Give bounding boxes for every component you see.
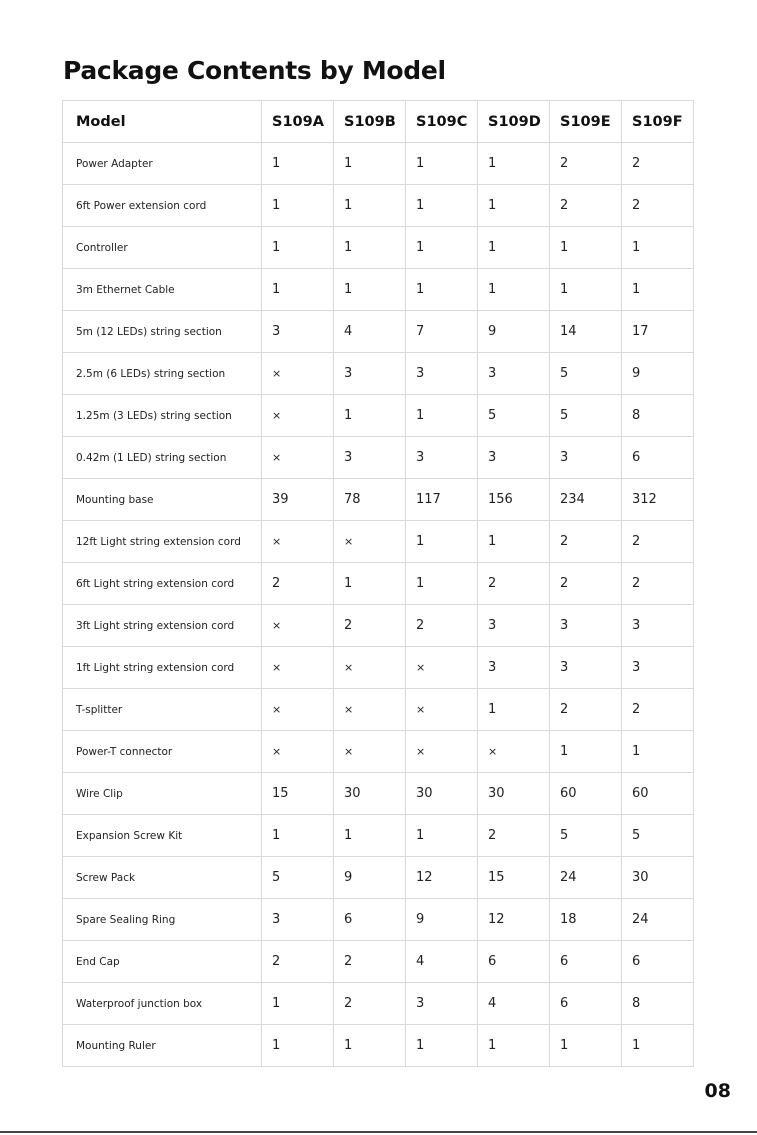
quantity-cell: 2 [262,941,334,983]
header-model-name: S109A [262,101,334,143]
quantity-cell: 5 [478,395,550,437]
quantity-cell: 30 [622,857,694,899]
table-row [63,857,694,899]
quantity-cell: 3 [478,605,550,647]
quantity-cell: 2 [478,815,550,857]
quantity-cell: 60 [550,773,622,815]
item-name-cell: 12ft Light string extension cord [63,521,262,563]
package-contents-table [62,100,694,1067]
quantity-cell: × [406,731,478,773]
quantity-cell: 2 [550,689,622,731]
item-name-cell: 6ft Power extension cord [63,185,262,227]
quantity-cell: 3 [622,605,694,647]
item-name-cell: Controller [63,227,262,269]
header-row [63,101,694,143]
quantity-cell: 2 [550,521,622,563]
item-name-cell: End Cap [63,941,262,983]
header-model-name: S109F [622,101,694,143]
item-name-cell: Mounting Ruler [63,1025,262,1067]
page-number: 08 [704,1080,731,1102]
quantity-cell: × [406,647,478,689]
quantity-cell: 117 [406,479,478,521]
quantity-cell: 3 [478,437,550,479]
quantity-cell: × [262,689,334,731]
quantity-cell: 3 [478,353,550,395]
quantity-cell: 1 [406,227,478,269]
quantity-cell: 9 [406,899,478,941]
quantity-cell: 1 [406,269,478,311]
quantity-cell: 1 [478,227,550,269]
quantity-cell: 3 [334,353,406,395]
quantity-cell: 2 [262,563,334,605]
quantity-cell: 3 [550,647,622,689]
quantity-cell: 3 [478,647,550,689]
quantity-cell: 1 [334,563,406,605]
table-row [63,689,694,731]
quantity-cell: 1 [622,227,694,269]
quantity-cell: 1 [478,1025,550,1067]
quantity-cell: 6 [622,437,694,479]
quantity-cell: × [262,353,334,395]
quantity-cell: 12 [406,857,478,899]
quantity-cell: 30 [334,773,406,815]
item-name-cell: Power Adapter [63,143,262,185]
quantity-cell: 2 [334,941,406,983]
quantity-cell: 1 [406,521,478,563]
item-name-cell: 5m (12 LEDs) string section [63,311,262,353]
quantity-cell: 1 [622,269,694,311]
quantity-cell: × [334,689,406,731]
quantity-cell: 1 [262,1025,334,1067]
quantity-cell: 39 [262,479,334,521]
quantity-cell: 156 [478,479,550,521]
table-row [63,773,694,815]
table-row [63,269,694,311]
item-name-cell: Spare Sealing Ring [63,899,262,941]
quantity-cell: 1 [262,185,334,227]
quantity-cell: 5 [550,815,622,857]
quantity-cell: 8 [622,395,694,437]
item-name-cell: 3ft Light string extension cord [63,605,262,647]
quantity-cell: 1 [550,731,622,773]
quantity-cell: 1 [334,1025,406,1067]
quantity-cell: 12 [478,899,550,941]
quantity-cell: 3 [262,311,334,353]
table-body [63,143,694,1067]
item-name-cell: Screw Pack [63,857,262,899]
table-row [63,479,694,521]
table-row [63,647,694,689]
quantity-cell: 1 [478,185,550,227]
quantity-cell: 18 [550,899,622,941]
quantity-cell: 3 [406,437,478,479]
quantity-cell: 6 [550,941,622,983]
quantity-cell: 3 [406,983,478,1025]
quantity-cell: 1 [406,143,478,185]
item-name-cell: Expansion Screw Kit [63,815,262,857]
quantity-cell: 2 [550,143,622,185]
quantity-cell: 2 [622,563,694,605]
table-row [63,605,694,647]
table-row [63,185,694,227]
quantity-cell: 1 [334,227,406,269]
item-name-cell: 6ft Light string extension cord [63,563,262,605]
quantity-cell: 4 [334,311,406,353]
quantity-cell: 15 [478,857,550,899]
table-row [63,1025,694,1067]
quantity-cell: 1 [406,1025,478,1067]
quantity-cell: 1 [478,521,550,563]
quantity-cell: 2 [478,563,550,605]
quantity-cell: × [406,689,478,731]
item-name-cell: Mounting base [63,479,262,521]
quantity-cell: 9 [478,311,550,353]
quantity-cell: 1 [550,269,622,311]
quantity-cell: 1 [406,185,478,227]
quantity-cell: 1 [478,269,550,311]
item-name-cell: 1.25m (3 LEDs) string section [63,395,262,437]
table-row [63,899,694,941]
quantity-cell: 2 [334,983,406,1025]
table-row [63,395,694,437]
quantity-cell: 1 [262,269,334,311]
item-name-cell: Power-T connector [63,731,262,773]
quantity-cell: × [334,521,406,563]
quantity-cell: 3 [622,647,694,689]
quantity-cell: 1 [334,395,406,437]
quantity-cell: 1 [334,815,406,857]
quantity-cell: 1 [262,143,334,185]
quantity-cell: 1 [406,563,478,605]
quantity-cell: 3 [550,605,622,647]
quantity-cell: 1 [262,815,334,857]
table-row [63,143,694,185]
item-name-cell: Wire Clip [63,773,262,815]
table-row [63,437,694,479]
quantity-cell: 1 [262,227,334,269]
quantity-cell: 3 [406,353,478,395]
quantity-cell: 234 [550,479,622,521]
table-row [63,353,694,395]
bottom-divider [0,1131,757,1133]
quantity-cell: 5 [550,395,622,437]
quantity-cell: 1 [550,1025,622,1067]
quantity-cell: × [478,731,550,773]
table-row [63,521,694,563]
quantity-cell: 1 [622,1025,694,1067]
quantity-cell: × [262,731,334,773]
item-name-cell: 2.5m (6 LEDs) string section [63,353,262,395]
quantity-cell: 24 [550,857,622,899]
quantity-cell: 8 [622,983,694,1025]
quantity-cell: 5 [550,353,622,395]
quantity-cell: × [262,437,334,479]
quantity-cell: 6 [478,941,550,983]
quantity-cell: 1 [334,269,406,311]
item-name-cell: T-splitter [63,689,262,731]
quantity-cell: 2 [622,521,694,563]
item-name-cell: Waterproof junction box [63,983,262,1025]
quantity-cell: 7 [406,311,478,353]
table-row [63,731,694,773]
header-model-name: S109B [334,101,406,143]
quantity-cell: 60 [622,773,694,815]
table-row [63,815,694,857]
quantity-cell: 1 [406,815,478,857]
quantity-cell: 1 [334,143,406,185]
quantity-cell: 14 [550,311,622,353]
quantity-cell: 2 [622,143,694,185]
quantity-cell: 30 [478,773,550,815]
quantity-cell: 3 [262,899,334,941]
quantity-cell: × [262,395,334,437]
quantity-cell: × [334,731,406,773]
quantity-cell: 2 [550,563,622,605]
table-row [63,563,694,605]
quantity-cell: 3 [550,437,622,479]
item-name-cell: 1ft Light string extension cord [63,647,262,689]
quantity-cell: 2 [622,185,694,227]
header-model-label: Model [63,101,262,143]
quantity-cell: × [334,647,406,689]
quantity-cell: 24 [622,899,694,941]
quantity-cell: 15 [262,773,334,815]
quantity-cell: × [262,647,334,689]
page-title: Package Contents by Model [63,56,446,85]
quantity-cell: 1 [622,731,694,773]
quantity-cell: 1 [406,395,478,437]
quantity-cell: 17 [622,311,694,353]
quantity-cell: 6 [622,941,694,983]
quantity-cell: 312 [622,479,694,521]
item-name-cell: 0.42m (1 LED) string section [63,437,262,479]
header-model-name: S109E [550,101,622,143]
quantity-cell: × [262,605,334,647]
quantity-cell: 4 [406,941,478,983]
quantity-cell: 2 [550,185,622,227]
quantity-cell: 1 [334,185,406,227]
header-model-name: S109C [406,101,478,143]
quantity-cell: 3 [334,437,406,479]
quantity-cell: 6 [334,899,406,941]
quantity-cell: 1 [478,689,550,731]
quantity-cell: 1 [478,143,550,185]
quantity-cell: × [262,521,334,563]
table-row [63,983,694,1025]
quantity-cell: 1 [550,227,622,269]
table-row [63,941,694,983]
quantity-cell: 9 [622,353,694,395]
quantity-cell: 78 [334,479,406,521]
quantity-cell: 5 [262,857,334,899]
quantity-cell: 6 [550,983,622,1025]
quantity-cell: 5 [622,815,694,857]
quantity-cell: 1 [262,983,334,1025]
quantity-cell: 30 [406,773,478,815]
quantity-cell: 4 [478,983,550,1025]
table-row [63,227,694,269]
quantity-cell: 2 [334,605,406,647]
quantity-cell: 2 [406,605,478,647]
item-name-cell: 3m Ethernet Cable [63,269,262,311]
header-model-name: S109D [478,101,550,143]
quantity-cell: 9 [334,857,406,899]
table-row [63,311,694,353]
quantity-cell: 2 [622,689,694,731]
